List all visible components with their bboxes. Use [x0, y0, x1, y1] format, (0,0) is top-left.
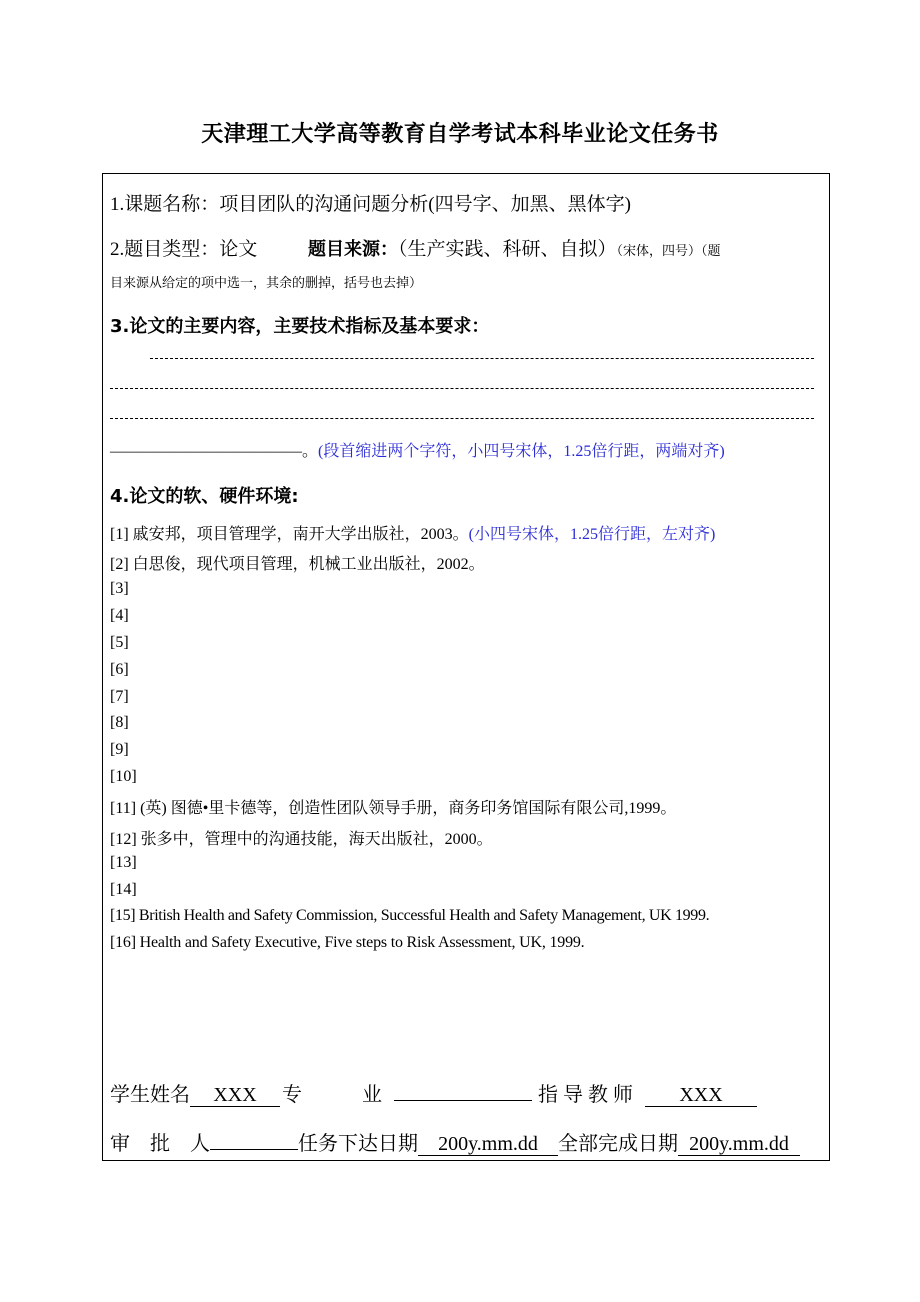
approver-field[interactable] [210, 1149, 298, 1150]
reference-item: [12] 张多中，管理中的沟通技能，海天出版社，2000。 [110, 831, 493, 848]
source-note-cont: 目来源从给定的项中选一，其余的删掉，括号也去掉） [110, 275, 423, 290]
reference-item: [13] [110, 854, 137, 871]
assign-date-field[interactable]: 200y.mm.dd [418, 1133, 558, 1156]
reference-item: [11] (英) 图德•里卡德等，创造性团队领导手册，商务印务馆国际有限公司,1999。 [110, 800, 677, 817]
reference-item: [14] [110, 881, 137, 898]
content-placeholder-line [150, 358, 814, 359]
student-name-field[interactable]: XXX [190, 1084, 280, 1107]
type-row [110, 234, 721, 261]
major-label: 专 业 [282, 1084, 382, 1106]
reference-format-note: (小四号宋体，1.25倍行距，左对齐) [468, 526, 716, 543]
approver-label: 审 批 人 [110, 1133, 210, 1155]
signature-row-1 [110, 1078, 757, 1107]
topic-row [110, 189, 631, 216]
student-name-label: 学生姓名 [110, 1084, 190, 1106]
content-placeholder-line [110, 388, 814, 389]
reference-item: [6] [110, 661, 129, 678]
source-value: （生产实践、科研、自拟） [398, 239, 617, 260]
reference-item [110, 521, 715, 544]
content-placeholder-line [110, 418, 814, 419]
content-tail: ————————————。 [110, 443, 319, 460]
major-field[interactable] [394, 1100, 532, 1101]
complete-date-label: 全部完成日期 [558, 1133, 678, 1155]
reference-item: [10] [110, 768, 137, 785]
complete-date-field[interactable]: 200y.mm.dd [678, 1133, 800, 1156]
reference-item: [15] British Health and Safety Commission, Successful Health and Safety Management, UK 1999. [110, 907, 710, 924]
source-label: 题目来源： [308, 239, 399, 260]
signature-row-2 [110, 1127, 800, 1156]
environment-label: 4.论文的软、硬件环境: [110, 486, 299, 507]
content-label: 3.论文的主要内容，主要技术指标及基本要求： [110, 316, 490, 337]
type-label: 2.题目类型： [110, 239, 220, 260]
reference-item: [16] Health and Safety Executive, Five steps to Risk Assessment, UK, 1999. [110, 934, 585, 951]
reference-item: [2] 白思俊，现代项目管理，机械工业出版社，2002。 [110, 556, 485, 573]
reference-item: [4] [110, 607, 129, 624]
type-value: 论文 [219, 239, 258, 260]
teacher-label: 指 导 教 师 [538, 1084, 633, 1106]
teacher-field[interactable]: XXX [645, 1084, 757, 1107]
source-note: （宋体，四号）（题 [616, 243, 721, 258]
reference-item: [8] [110, 714, 129, 731]
reference-item: [9] [110, 741, 129, 758]
assign-date-label: 任务下达日期 [298, 1133, 418, 1155]
reference-text: [1] 戚安邦，项目管理学，南开大学出版社，2003。 [110, 526, 469, 543]
reference-item: [3] [110, 580, 129, 597]
reference-item: [7] [110, 688, 129, 705]
content-last-line [110, 438, 725, 461]
content-format-note: (段首缩进两个字符，小四号宋体，1.25倍行距，两端对齐) [318, 443, 725, 460]
topic-label: 1.课题名称： [110, 194, 220, 215]
document-title: 天津理工大学高等教育自学考试本科毕业论文任务书 [201, 122, 719, 147]
reference-item: [5] [110, 634, 129, 651]
topic-value: 项目团队的沟通问题分析(四号字、加黑、黑体字) [219, 194, 631, 215]
